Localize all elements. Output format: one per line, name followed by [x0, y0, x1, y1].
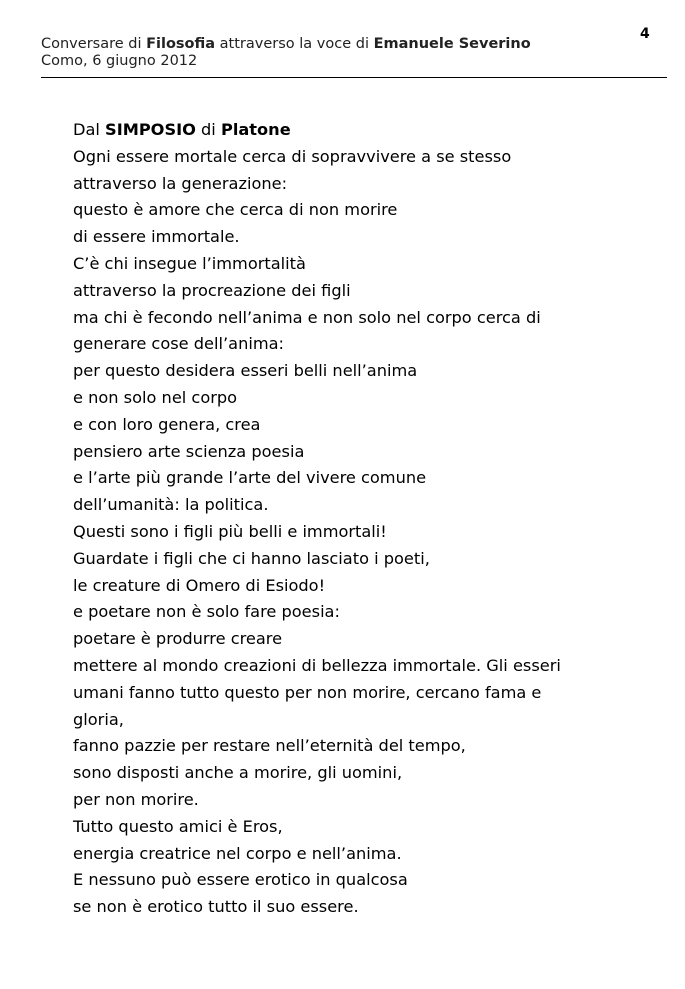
poem-line: di essere immortale.: [73, 227, 240, 247]
poem-line: Ogni essere mortale cerca di sopravvivere a se stesso: [73, 146, 512, 166]
poem-line: per non morire.: [73, 789, 199, 809]
poem-line: C’è chi insegue l’immortalità: [73, 253, 306, 273]
poem-line: mettere al mondo creazioni di bellezza immortale. Gli esseri: [73, 655, 561, 675]
poem-title: [73, 117, 663, 144]
poem-line: Tutto questo amici è Eros,: [73, 816, 283, 836]
header-title-part: Conversare di: [41, 36, 147, 52]
header-divider: [41, 77, 667, 78]
poem-line: per questo desidera esseri belli nell’anima: [73, 361, 418, 381]
header-title-part: attraverso la voce di: [215, 36, 374, 52]
poem-line: E nessuno può essere erotico in qualcosa: [73, 870, 408, 890]
header-date-line: Como, 6 giugno 2012: [41, 53, 198, 69]
poem-line: pensiero arte scienza poesia: [73, 441, 305, 461]
poem-line: energia creatrice nel corpo e nell’anima.: [73, 843, 402, 863]
poem-line: e non solo nel corpo: [73, 387, 238, 407]
poem-line: attraverso la procreazione dei figli: [73, 280, 351, 300]
poem-line: fanno pazzie per restare nell’eternità del tempo,: [73, 736, 466, 756]
poem-title-work: SIMPOSIO: [105, 120, 196, 139]
poem-line: Questi sono i figli più belli e immortali!: [73, 521, 387, 541]
page-header: [41, 36, 601, 70]
poem-line: e l’arte più grande l’arte del vivere comune: [73, 468, 427, 488]
poem-line: attraverso la generazione:: [73, 173, 288, 193]
poem-line: sono disposti anche a morire, gli uomini,: [73, 763, 403, 783]
poem-line: le creature di Omero di Esiodo!: [73, 575, 326, 595]
poem-line: ma chi è fecondo nell’anima e non solo nel corpo cerca di: [73, 307, 541, 327]
poem-line: poetare è produrre creare: [73, 629, 283, 649]
poem-title-author: Platone: [220, 120, 291, 139]
poem-line: dell’umanità: la politica.: [73, 495, 269, 515]
poem-title-prefix: Dal: [73, 120, 106, 139]
header-title-speaker: Emanuele Severino: [373, 36, 531, 52]
poem-line: generare cose dell’anima:: [73, 334, 284, 354]
poem-line: umani fanno tutto questo per non morire, cercano fama e: [73, 682, 542, 702]
poem-title-middle: di: [195, 120, 221, 139]
poem-line: Guardate i figli che ci hanno lasciato i poeti,: [73, 548, 430, 568]
poem-line: e con loro genera, crea: [73, 414, 261, 434]
poem-body: [73, 117, 663, 921]
poem-line: gloria,: [73, 709, 124, 729]
page-number: 4: [640, 26, 650, 42]
poem-line: e poetare non è solo fare poesia:: [73, 602, 340, 622]
poem-line: questo è amore che cerca di non morire: [73, 200, 398, 220]
header-title-line: [41, 36, 601, 53]
poem-line: se non è erotico tutto il suo essere.: [73, 897, 359, 917]
header-title-subject: Filosofia: [146, 36, 216, 52]
